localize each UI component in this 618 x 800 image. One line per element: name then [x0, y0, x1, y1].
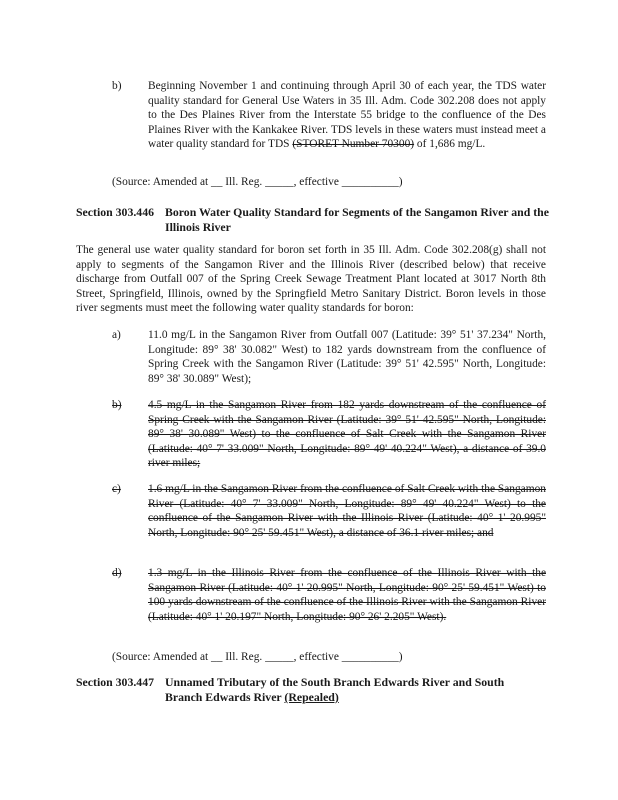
source-note-2: (Source: Amended at __ Ill. Reg. _____, effective __________): [112, 651, 403, 663]
section-447-status: (Repealed): [284, 690, 339, 704]
section-447-title-text: Unnamed Tributary of the South Branch Edwards River and South Branch Edwards River: [165, 675, 505, 704]
section-447-number: Section 303.447: [76, 675, 154, 689]
list-item-label: c): [112, 483, 121, 495]
item-b-label: b): [112, 80, 122, 92]
item-b-text: Beginning November 1 and continuing through April 30 of each year, the TDS water quality standard for General Use Waters in 35 Ill. Adm. Code 302.208 does not apply to the Des Plaines River from the Interstate 55 bridge to the confluence of the Des Plaines River with the Kankakee River. TDS levels in these waters must instead meet a water quality standard for TDS: [148, 80, 546, 151]
source-note-1: (Source: Amended at __ Ill. Reg. _____, effective __________): [112, 176, 403, 188]
list-item-label: b): [112, 399, 122, 411]
section-446-title: Boron Water Quality Standard for Segments of the Sangamon River and the Illinois River: [165, 205, 549, 234]
list-item-label: d): [112, 567, 122, 579]
list-item-text: 1.6 mg/L in the Sangamon River from the confluence of Salt Creek with the Sangamon River (Latitude: 40° 7' 33.009" North, Longitude: 89° 49' 40.224" West) to the confluence of the Sangamon River with the Illinois River (Latitude: 40° 1' 20.995" North, Longitude: 90° 25' 59.451" West), a distance of 36.1 river miles; and: [148, 483, 546, 539]
list-item-text: 4.5 mg/L in the Sangamon River from 182 yards downstream of the confluence of Spring Creek with the Sangamon River (Latitude: 39° 51' 42.595" North, Longitude: 89° 38' 30.089" West) to the confluence of Salt Creek with the Sangamon River (Latitude: 40° 7' 33.009" North, Longitude: 89° 49' 40.224" West), a distance of 39.0 river miles;: [148, 399, 546, 470]
section-446-number: Section 303.446: [76, 205, 154, 219]
intro-paragraph: The general use water quality standard for boron set forth in 35 Ill. Adm. Code 302.208(g) shall not apply to segments of the Sangamon River and the Illinois River (described below) that receive discharge from Outfall 007 of the Spring Creek Sewage Treatment Plant located at 3017 North 8th Street, Springfield, Illinois, owned by the Springfield Metro Sanitary District. Boron levels in those river segments must meet the following water quality standards for boron:: [76, 244, 546, 315]
list-item-text: 1.3 mg/L in the Illinois River from the confluence of the Illinois River with the Sangamon River (Latitude: 40° 1' 20.995" North, Longitude: 90° 25' 59.451" West) to 100 yards downstream of the confluence of the Illinois River with the Sangamon River (Latitude: 40° 1' 20.197" North, Longitude: 90° 26' 2.205" West).: [148, 567, 546, 623]
item-b-text-end: of 1,686 mg/L.: [414, 138, 486, 151]
list-item-text: 11.0 mg/L in the Sangamon River from Outfall 007 (Latitude: 39° 51' 37.234" North, Longitude: 89° 38' 30.082" West) to 182 yards downstream from the confluence of Spring Creek with the Sangamon River (Latitude: 39° 51' 42.595" North, Longitude: 89° 38' 30.089" West);: [148, 329, 546, 385]
section-447-title: [165, 675, 525, 705]
item-b-struck-text: (STORET Number 70300): [292, 138, 415, 151]
list-item-label: a): [112, 329, 121, 341]
item-b-paragraph: [148, 79, 546, 152]
